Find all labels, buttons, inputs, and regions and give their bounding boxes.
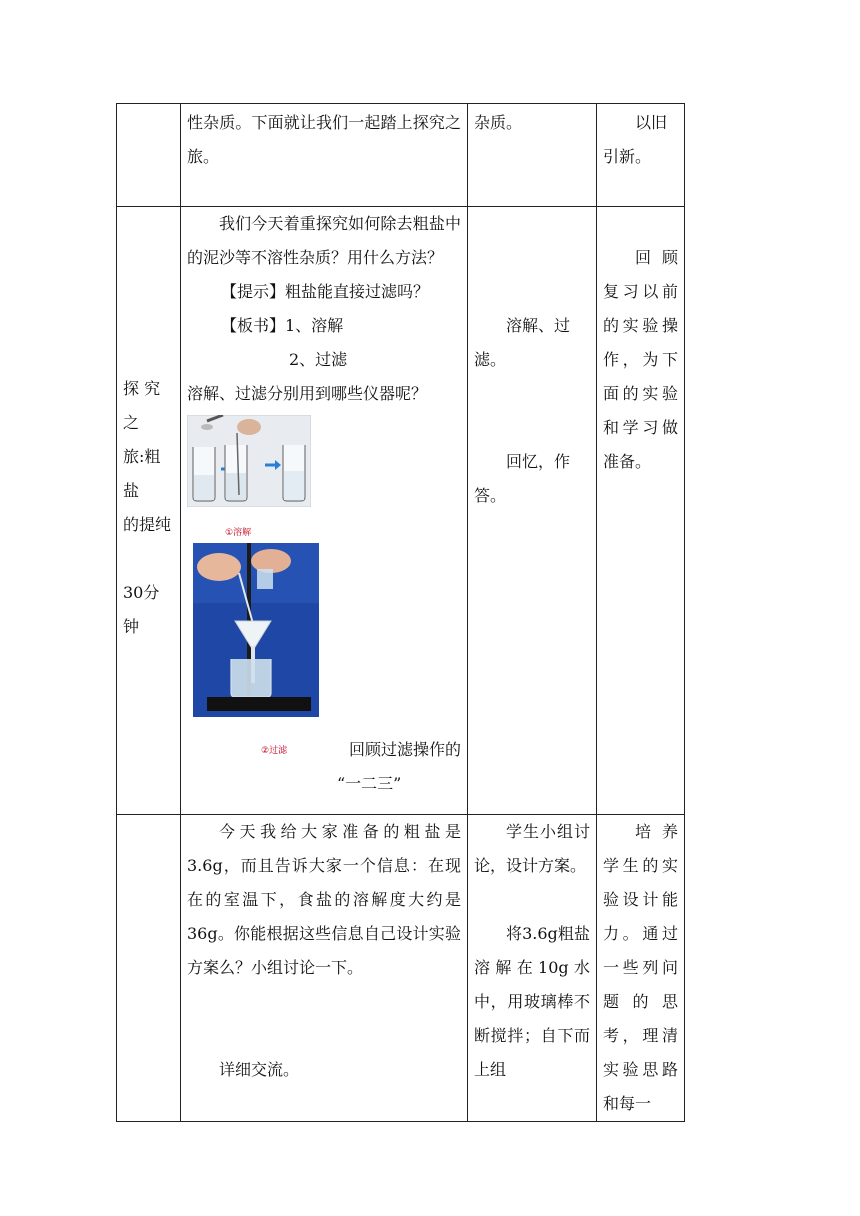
teacher-activity-cell bbox=[181, 815, 468, 1122]
section-title-3: 的提纯 bbox=[123, 514, 172, 534]
section-cell bbox=[117, 815, 181, 1122]
table-row bbox=[117, 207, 685, 815]
lesson-plan-table bbox=[116, 103, 685, 1122]
board-text-1: 【板书】1、溶解 bbox=[221, 316, 344, 335]
student-answer-1: 溶解、过滤。 bbox=[474, 316, 571, 369]
intro-text: 我们今天着重探究如何除去粗盐中的泥沙等不溶性杂质？用什么方法？ bbox=[187, 214, 461, 267]
student-activity-cell bbox=[468, 104, 597, 207]
student-text-1: 学生小组讨论，设计方案。 bbox=[474, 822, 590, 875]
intent-text-b: 引新。 bbox=[603, 147, 652, 166]
design-intent-cell bbox=[597, 815, 685, 1122]
section-cell bbox=[117, 104, 181, 207]
design-intent-cell bbox=[597, 207, 685, 815]
student-text-2: 将3.6g粗盐溶解在10g水中，用玻璃棒不断搅拌；自下而上组 bbox=[474, 924, 590, 1079]
section-cell bbox=[117, 207, 181, 815]
duration: 30分钟 bbox=[123, 582, 160, 636]
review-text-2: “一二三” bbox=[337, 774, 402, 793]
intent-text-a: 以旧 bbox=[635, 113, 668, 132]
table-row bbox=[117, 104, 685, 207]
student-text: 杂质。 bbox=[474, 113, 523, 132]
teacher-activity-cell bbox=[181, 207, 468, 815]
filtration-photo bbox=[193, 543, 319, 717]
hint-text: 【提示】粗盐能直接过滤吗？ bbox=[221, 282, 430, 301]
teacher-text: 性杂质。下面就让我们一起踏上探究之旅。 bbox=[187, 113, 461, 166]
teacher-text-2: 详细交流。 bbox=[219, 1060, 300, 1079]
dissolve-illustration bbox=[187, 415, 311, 507]
section-title-1: 探 究 之 bbox=[123, 378, 161, 432]
table-row bbox=[117, 815, 685, 1122]
filtration-caption: ②过滤 bbox=[261, 746, 288, 756]
intent-text: 回 顾复习以前的实验操作，为下面的实验和学习做准备。 bbox=[603, 248, 678, 471]
dissolve-caption: ①溶解 bbox=[225, 528, 252, 538]
section-title-2: 旅:粗盐 bbox=[123, 446, 161, 500]
student-activity-cell bbox=[468, 815, 597, 1122]
student-answer-2: 回忆，作答。 bbox=[474, 452, 571, 505]
question-text: 溶解、过滤分别用到哪些仪器呢？ bbox=[187, 384, 428, 403]
teacher-text: 今天我给大家准备的粗盐是3.6g，而且告诉大家一个信息：在现在的室温下，食盐的溶解度大约是36g。你能根据这些信息自己设计实验方案么？小组讨论一下。 bbox=[187, 822, 461, 977]
student-activity-cell bbox=[468, 207, 597, 815]
review-text-1: 回顾过滤操作的 bbox=[348, 740, 461, 759]
teacher-activity-cell bbox=[181, 104, 468, 207]
board-text-2: 2、过滤 bbox=[289, 350, 348, 369]
design-intent-cell bbox=[597, 104, 685, 207]
intent-text: 培 养学生的实验设计能力。通过一些列问题的思考，理清实验思路和每一 bbox=[603, 822, 678, 1113]
